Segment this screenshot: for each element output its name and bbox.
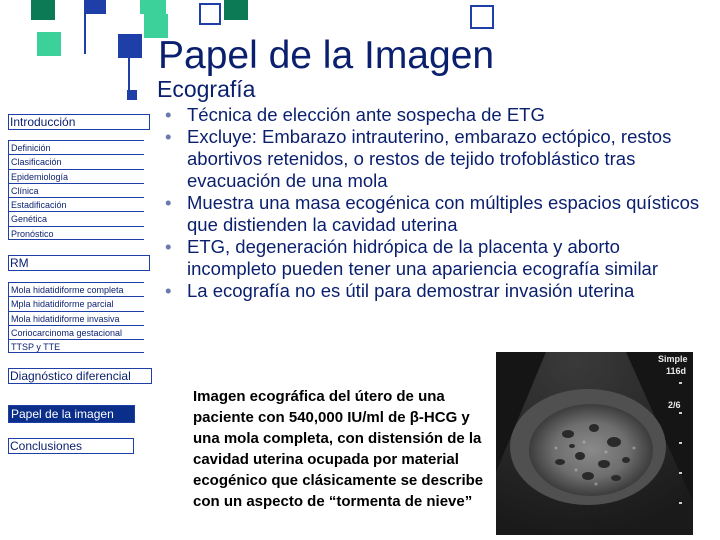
bullet-item: • Muestra una masa ecogénica con múltiples espacios quísticos que distienden la cavidad uterina <box>165 192 700 235</box>
bullet-item: • Técnica de elección ante sospecha de ETG <box>165 104 545 125</box>
ultrasound-image <box>496 352 693 535</box>
sidebar-item-pronostico[interactable]: Pronóstico <box>8 226 144 240</box>
image-label: 116d <box>666 366 687 376</box>
slide-title: Papel de la Imagen <box>158 34 495 77</box>
decor-square <box>37 32 61 56</box>
decor-square <box>118 34 142 58</box>
sidebar-section-papel-imagen[interactable]: Papel de la imagen <box>8 405 135 423</box>
image-label: 2/6 <box>668 400 681 410</box>
sidebar-item-epidemiologia[interactable]: Epidemiología <box>8 169 144 183</box>
sidebar-item-estadificacion[interactable]: Estadificación <box>8 197 144 211</box>
slide-subtitle: Ecografía <box>157 76 256 102</box>
sidebar-item-genetica[interactable]: Genética <box>8 211 144 225</box>
bullet-item: • ETG, degeneración hidrópica de la placenta y aborto incompleto pueden tener una apariencia ecografía similar <box>165 236 659 279</box>
ultrasound-scan-graphic <box>496 352 693 535</box>
sidebar-section-label: Diagnóstico diferencial <box>10 369 131 383</box>
sidebar-section-label: Conclusiones <box>10 439 83 453</box>
bullet-dot-icon: • <box>165 280 172 301</box>
decor-square <box>199 3 221 25</box>
sidebar-item-mola-completa[interactable]: Mola hidatidiforme completa <box>8 282 144 296</box>
sidebar-item-clasificacion[interactable]: Clasificación <box>8 154 144 168</box>
image-label: Simple <box>658 354 688 364</box>
bullet-item: • Excluye: Embarazo intrauterino, embarazo ectópico, restos abortivos retenidos, o restos de tejido trofoblástico tras evacuación de una mola <box>165 126 672 191</box>
decor-square <box>224 0 248 20</box>
sidebar-section-label: RM <box>10 256 29 270</box>
sidebar-item-definicion[interactable]: Definición <box>8 140 144 154</box>
sidebar-section-label: Introducción <box>10 115 76 129</box>
decor-square <box>140 0 166 14</box>
square-bullet-icon <box>127 90 137 100</box>
bullet-dot-icon: • <box>165 104 172 125</box>
sidebar-item-ttsp-tte[interactable]: TTSP y TTE <box>8 339 144 353</box>
sidebar-item-coriocarcinoma[interactable]: Coriocarcinoma gestacional <box>8 325 144 339</box>
bullet-dot-icon: • <box>165 126 172 147</box>
sidebar-item-mola-invasiva[interactable]: Mola hidatidiforme invasiva <box>8 311 144 325</box>
sidebar-subitems-rm <box>8 282 144 353</box>
bullet-list <box>165 104 705 302</box>
bullet-dot-icon: • <box>165 192 172 213</box>
sidebar-item-mola-parcial[interactable]: Mpla hidatidiforme parcial <box>8 296 144 310</box>
decor-line <box>84 14 86 54</box>
sidebar-section-rm[interactable] <box>8 255 150 271</box>
bullet-item: • La ecografía no es útil para demostrar invasión uterina <box>165 280 635 301</box>
image-caption: Imagen ecográfica del útero de una paciente con 540,000 IU/ml de β-HCG y una mola completa, con distensión de la cavidad uterina ocupada por material ecogénico que clásicamente se describe con un aspecto de “tormenta de nieve” <box>193 388 484 510</box>
sidebar-subitems-introduccion <box>8 140 144 240</box>
sidebar-item-clinica[interactable]: Clínica <box>8 183 144 197</box>
decor-square <box>31 0 55 20</box>
decor-square <box>470 5 494 29</box>
bullet-dot-icon: • <box>165 236 172 257</box>
decor-square <box>84 0 106 14</box>
